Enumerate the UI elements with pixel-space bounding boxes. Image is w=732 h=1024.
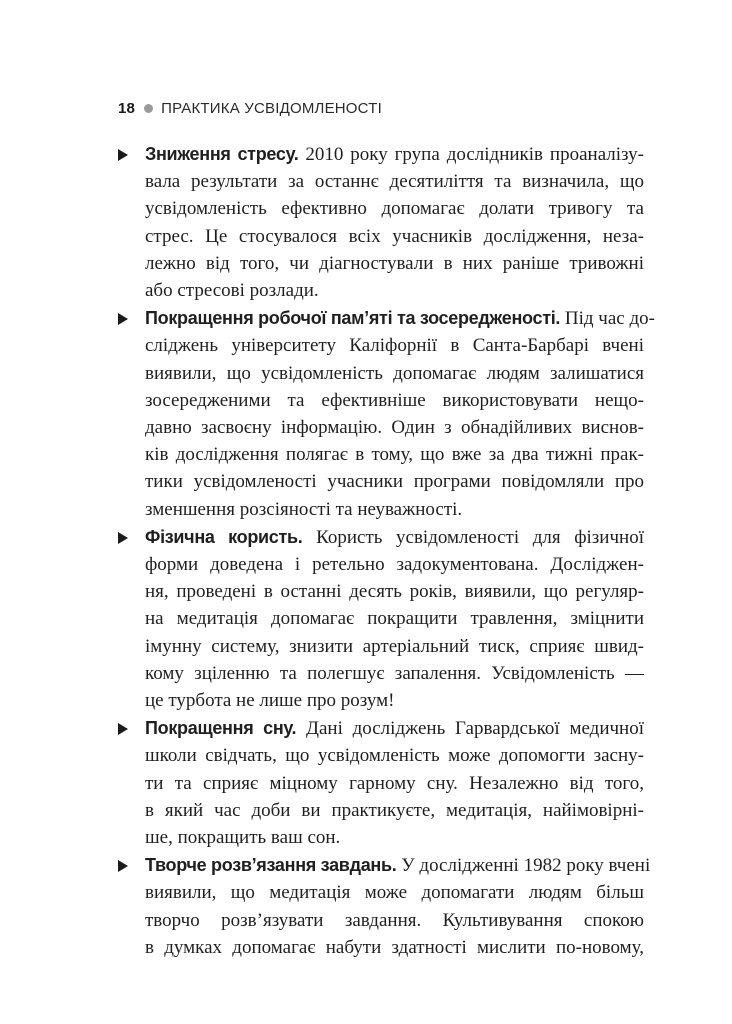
triangle-bullet-icon — [118, 723, 128, 735]
text-line — [145, 715, 644, 742]
item-heading: Покращення сну. — [145, 718, 297, 739]
list-item — [118, 852, 651, 961]
triangle-bullet-icon — [118, 149, 128, 161]
text-line: імунну систему, знизити артеріальний тиск, сприяє швид- — [145, 635, 644, 657]
triangle-bullet-icon — [118, 313, 128, 325]
list-item — [118, 305, 655, 523]
item-text: Користь усвідомленості для фізичної — [302, 526, 644, 548]
text-line: зменшення розсіяності та неуважності. — [145, 498, 463, 520]
text-line: лежно від того, чи діагностували в них раніше тривожні — [145, 252, 644, 274]
text-line: ше, покращить ваш сон. — [145, 827, 341, 849]
list-item — [118, 715, 644, 851]
text-line: форми доведена і ретельно задокументована. Досліджен- — [145, 554, 644, 576]
text-line: або стресові розлади. — [145, 280, 319, 302]
item-text: Дані досліджень Гарвардської медичної — [296, 718, 644, 740]
page-number: 18 — [118, 100, 136, 117]
item-heading: Творче розв’язання завдань. — [145, 855, 397, 876]
text-line: усвідомленість ефективно допомагає долати тривогу та — [145, 198, 644, 220]
text-line: тики усвідомленості учасники програми повідомляли про — [145, 471, 644, 493]
book-title: ПРАКТИКА УСВІДОМЛЕНОСТІ — [161, 100, 382, 117]
text-line: давно засвоєну інформацію. Один з обнадійливих виснов- — [145, 417, 644, 439]
list-item — [118, 141, 644, 304]
body-text — [118, 141, 655, 962]
list-item — [118, 524, 644, 714]
text-line: ти та сприяє міцному гарному сну. Незалежно від того, — [145, 772, 644, 794]
text-line: в думках допомагає набути здатності мислити по-новому, — [145, 936, 644, 958]
bullet-dot-icon — [144, 104, 153, 113]
item-text: Під час до- — [560, 308, 655, 330]
text-line: це турбота не лише про розум! — [145, 690, 395, 712]
text-line: вала результати за останнє десятиліття та визначила, що — [145, 171, 644, 193]
text-line: ків дослідження полягає в тому, що вже за два тижні прак- — [145, 444, 644, 466]
item-text: 2010 року група дослідників проаналізу- — [298, 144, 644, 165]
text-line — [145, 852, 651, 879]
text-line: стрес. Це стосувалося всіх учасників дослідження, неза- — [145, 225, 644, 247]
text-line: сліджень університету Каліфорнії в Санта-Барбарі вчені — [145, 335, 644, 357]
text-line: ня, проведені в останні десять років, виявили, що регуляр- — [145, 581, 644, 603]
text-line: зосередженими та ефективніше використовувати нещо- — [145, 389, 644, 411]
text-line: виявили, що усвідомленість допомагає людям залишатися — [145, 362, 644, 384]
text-line: творчо розв’язувати завдання. Культивування спокою — [145, 909, 644, 931]
text-line: на медитація допомагає покращити травлення, зміцнити — [145, 608, 644, 630]
triangle-bullet-icon — [118, 860, 128, 872]
text-line: кому зціленню та полегшує запалення. Усвідомленість — — [145, 662, 644, 684]
text-line: школи свідчать, що усвідомленість може допомогти засну- — [145, 745, 644, 767]
text-line — [145, 305, 655, 332]
text-line — [145, 141, 644, 168]
text-line — [145, 524, 644, 551]
running-header — [118, 100, 382, 117]
item-heading: Фізична користь. — [145, 526, 303, 547]
item-text: У дослідженні 1982 року вчені — [396, 855, 651, 877]
item-heading: Зниження стресу. — [145, 144, 299, 164]
item-heading: Покращення робочої пам’яті та зосередженості. — [145, 308, 561, 329]
text-line: в який час доби ви практикуєте, медитація, найімовірні- — [145, 799, 644, 821]
triangle-bullet-icon — [118, 532, 128, 544]
text-line: виявили, що медитація може допомагати людям більш — [145, 882, 644, 904]
